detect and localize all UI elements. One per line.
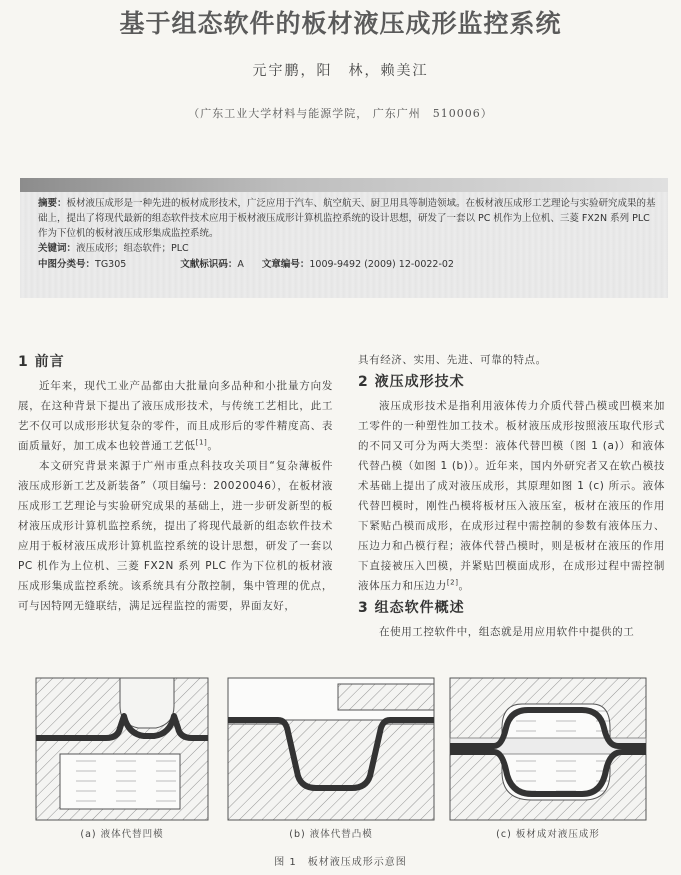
abstract-header-band	[20, 178, 668, 192]
citation-1: [1]	[195, 438, 208, 447]
caption-a: (a) 液体代替凹模	[80, 829, 164, 840]
s2-p1-text: 液压成形技术是指利用液体传力介质代替凸模或凹模来加工零件的一种塑性加工技术。板材液压成形按照液压取代形式的不同又可分为两大类型：液体代替凹模（图 1 (a)）和液体代替凸模（如图 1 (b)）。近年来，国内外研究者又在软凸模技术基础上提出了成对液压成形，其原理如图 1 (c) 所示。液体代替凹模时，刚性凸模将板材压入液压室，板材在液压的作用下紧贴凸模而成形，在成形过程中需控制的参数有液体压力、压边力和凸模行程；液体代替凸模时，则是板材在液压的作用下直接被压入凹模，并紧贴凹模面成形，在成形过程中需控制液体压力和压边力	[358, 400, 665, 592]
keywords-text: 液压成形；组态软件；PLC	[76, 243, 189, 254]
section-3-paragraph-1: 在使用工控软件中，组态就是用应用软件中提供的工	[379, 626, 635, 638]
abstract-block	[38, 196, 658, 272]
section-heading-3: 3 组态软件概述	[358, 600, 465, 616]
paper-authors: 元宇鹏，阳 林，赖美江	[252, 63, 429, 79]
doc-code-label: 文献标识码：	[180, 259, 238, 270]
abstract-label: 摘要：	[38, 198, 67, 209]
citation-2: [2]	[446, 578, 459, 587]
clc-field	[38, 257, 126, 272]
figure-1	[32, 676, 650, 840]
paper-affiliation: （广东工业大学材料与能源学院， 广东广州 510006）	[188, 107, 493, 120]
figure-title: 图 1 板材液压成形示意图	[274, 857, 407, 868]
caption-c: (c) 板材成对液压成形	[496, 829, 600, 840]
diagram-b	[228, 678, 434, 820]
keywords-row	[38, 241, 658, 256]
liquid-chamber	[60, 754, 180, 809]
section-1-continuation: 具有经济、实用、先进、可靠的特点。	[358, 354, 547, 366]
section-1-paragraph-1	[18, 376, 333, 456]
s1-p1-text: 近年来，现代工业产品都由大批量向多品种和小批量方向发展，在这种背景下提出了液压成形技术，与传统工艺相比，此工艺不仅可以成形形状复杂的零件，而且成形后的零件精度高、表面质量好，加工成本也较普通工艺低	[18, 380, 333, 452]
article-number-value: 1009-9492 (2009) 12-0022-02	[309, 259, 454, 270]
s2-p1-end: 。	[458, 580, 470, 592]
paper-title: 基于组态软件的板材液压成形监控系统	[119, 9, 562, 38]
diagram-c	[450, 678, 646, 820]
diagram-a	[36, 678, 208, 820]
figure-1-drawing	[32, 676, 650, 836]
section-heading-2: 2 液压成形技术	[358, 374, 465, 390]
article-number-field	[262, 257, 454, 272]
clc-label: 中图分类号：	[38, 259, 96, 270]
article-number-label: 文章编号：	[261, 259, 310, 270]
section-1-paragraph-2: 本文研究背景来源于广州市重点科技攻关项目“复杂薄板件液压成形新工艺及新装备”（项目编号：20020046），在板材液压成形工艺理论与实验研究成果的基础上，进一步研发新型的板材液压成形计算机监控系统，提出了将现代最新的组态软件技术应用于板材液压成形计算机监控系统的设计思想，研发了一套以 PC 机作为上位机、三菱 FX2N 系列 PLC 作为下位机的板材液压成形集成监控系统。该系统具有分散控制，集中管理的优点，可与因特网无缝联结，满足远程监控的需要，界面友好，	[18, 460, 333, 612]
classification-row	[38, 257, 658, 272]
abstract-paragraph	[38, 196, 658, 241]
right-column	[358, 350, 665, 642]
caption-b: (b) 液体代替凸模	[289, 829, 373, 840]
abstract-text: 板材液压成形是一种先进的板材成形技术，广泛应用于汽车、航空航天、厨卫用具等制造领域。在板材液压成形工艺理论与实验研究成果的基础上，提出了将现代最新的组态软件技术应用于板材液压成形计算机监控系统的设计思想，研发了一套以 PC 机作为上位机、三菱 FX2N 系列 PLC 作为下位机的板材液压成形集成监控系统。	[38, 198, 656, 239]
keywords-label: 关键词：	[38, 243, 77, 254]
section-heading-1: 1 前言	[18, 354, 65, 370]
doc-code-value: A	[237, 259, 244, 270]
s1-p1-end: 。	[207, 440, 219, 452]
doc-code-field	[180, 257, 244, 272]
section-2-paragraph-1	[358, 396, 665, 596]
left-column	[18, 350, 333, 616]
clc-value: TG305	[95, 259, 127, 270]
